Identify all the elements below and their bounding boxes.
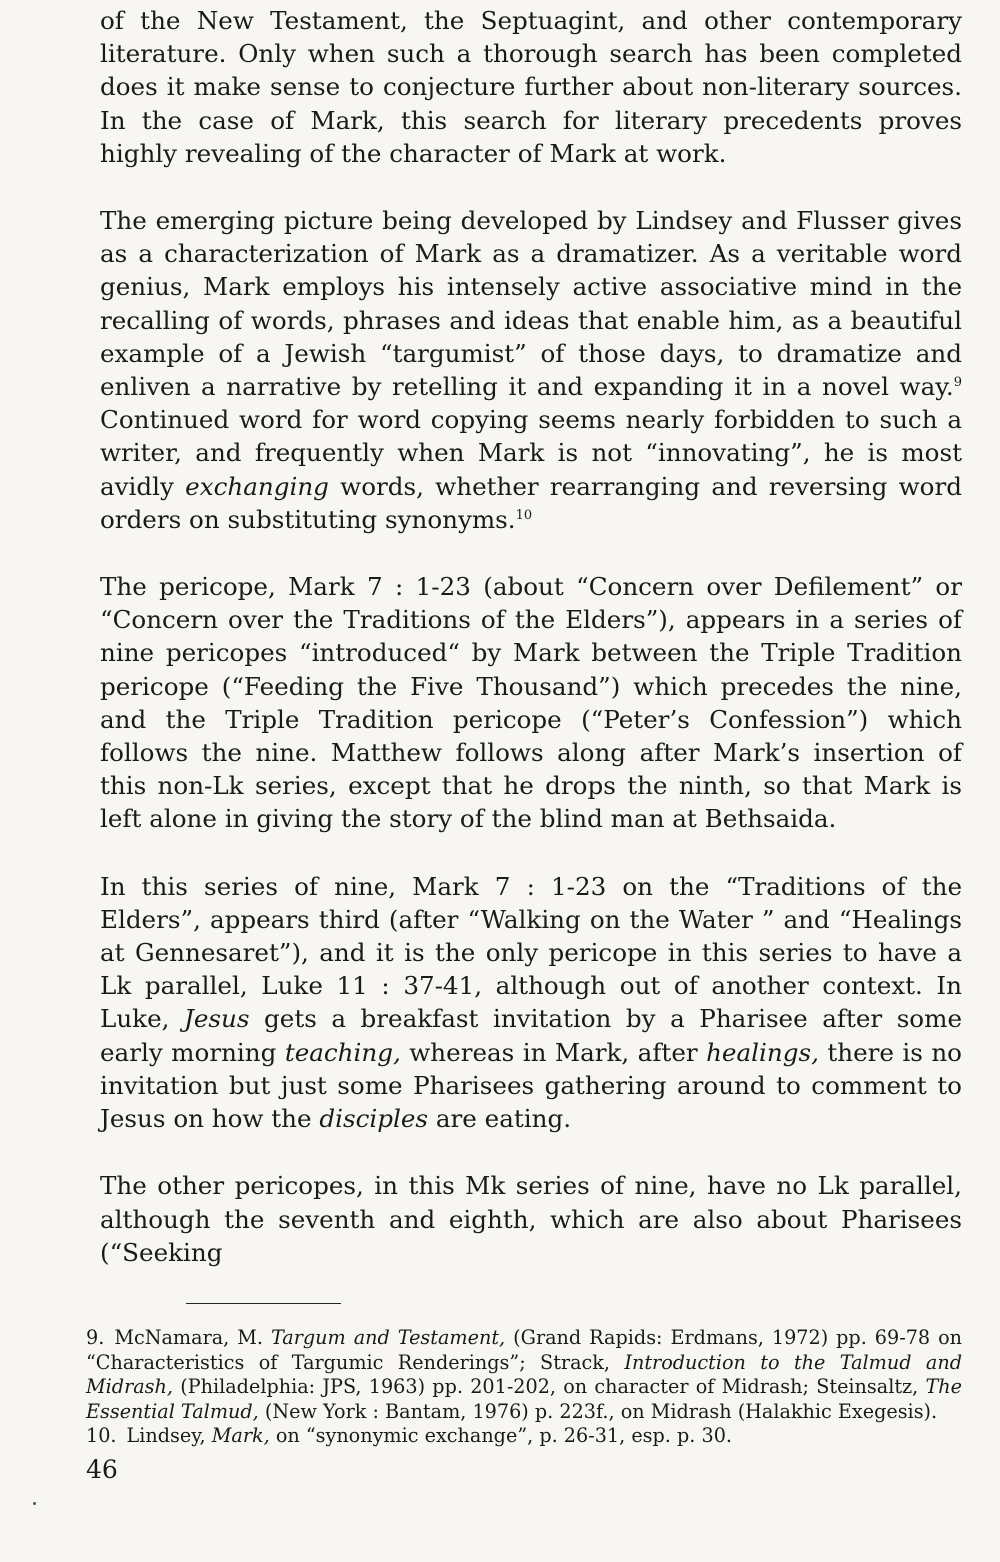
paragraph-4-text-d: there is no invitation but just some Pharisees gathering around to comment to Jesus on how the xyxy=(100,1037,962,1134)
paragraph-2-text-a: The emerging picture being developed by Lindsey and Flusser gives as a characterization of Mark as a dramatizer. As a veritable word genius, Mark employs his intensely active associative mind in the recalling of words, phrases and ideas that enable him, as a beautiful example of a Jewish “targumist” of those days, to dramatize and enliven a narrative by retelling it and expanding it in a novel way. xyxy=(100,206,962,402)
footnote-10-text-b: on “synonymic exchange”, p. 26-31, esp. p. 30. xyxy=(269,1424,732,1448)
footnote-9-text-c: (Philadelphia: JPS, 1963) pp. 201-202, on character of Midrash; Steinsaltz, xyxy=(172,1375,926,1399)
footnote-9-text-b: (Grand Rapids: Erdmans, 1972) pp. 69-78 on “Characteristics of Targumic Renderings”; Strack, xyxy=(86,1325,962,1374)
paragraph-2 xyxy=(100,204,962,536)
footnote-9 xyxy=(86,1326,962,1424)
paragraph-2-text-c: words, whether rearranging and reversing word orders on substituting synonyms. xyxy=(100,471,962,534)
footnotes xyxy=(86,1326,962,1449)
paragraph-4-italic-teaching: teaching, xyxy=(284,1037,401,1067)
paragraph-4 xyxy=(100,870,962,1136)
paragraph-2-italic-exchanging: exchanging xyxy=(185,471,329,501)
paragraph-2-text-b: Continued word for word copying seems nearly forbidden to such a writer, and frequently when Mark is not “innovating”, he is most avidly xyxy=(100,405,962,501)
paper-speck xyxy=(33,1502,36,1505)
page-number: 46 xyxy=(86,1455,118,1484)
paragraph-4-text-e: are eating. xyxy=(428,1104,572,1134)
paragraph-4-text-a: In this series of nine, Mark 7 : 1-23 on the “Traditions of the Elders”, appears third (after “Walking on the Water ” and “Healings at Gennesaret”), and it is the only pericope in this series to have a Lk parallel, Luke 11 : 37-41, although out of another context. In Luke, xyxy=(100,871,962,1034)
paragraph-5: The other pericopes, in this Mk series of nine, have no Lk parallel, although the seventh and eighth, which are also about Pharisees (“Seeking xyxy=(100,1171,962,1267)
footnote-divider xyxy=(186,1303,341,1304)
footnote-ref-9: 9 xyxy=(953,375,962,391)
footnote-9-italic-title-3: The Essential Talmud, xyxy=(86,1375,962,1423)
footnote-number: 10. xyxy=(86,1424,117,1448)
footnote-9-italic-title-1: Targum and Testament, xyxy=(270,1325,506,1349)
footnote-9-text-a: McNamara, M. xyxy=(114,1325,271,1349)
paragraph-4-italic-healings: healings, xyxy=(706,1037,819,1067)
footnote-10-italic-title: Mark, xyxy=(211,1424,270,1448)
paragraph-1: of the New Testament, the Septuagint, and other contemporary literature. Only when such a thorough search has been completed does it make sense to conjecture further about non-literary sources. In the case of Mark, this search for literary precedents proves highly revealing of the character of Mark at work. xyxy=(100,6,962,168)
paragraph-4-text-c: whereas in Mark, after xyxy=(400,1037,707,1067)
paragraph-3: The pericope, Mark 7 : 1-23 (about “Concern over Defilement” or “Concern over the Traditions of the Elders”), appears in a series of nine pericopes “introduced“ by Mark between the Triple Tradition pericope (“Feeding the Five Thousand”) which precedes the nine, and the Triple Tradition pericope (“Peter’s Confession”) which follows the nine. Matthew follows along after Mark’s insertion of this non-Lk series, except that he drops the ninth, so that Mark is left alone in giving the story of the blind man at Bethsaida. xyxy=(100,572,962,834)
footnote-ref-10: 10 xyxy=(515,507,533,523)
paragraph-4-text-b: gets a breakfast invitation by a Pharisee after some early morning xyxy=(100,1004,962,1067)
footnote-9-text-d: (New York : Bantam, 1976) p. 223f., on Midrash (Halakhic Exegesis). xyxy=(258,1399,938,1423)
paragraph-4-italic-jesus: Jesus xyxy=(183,1004,250,1034)
paragraph-4-italic-disciples: disciples xyxy=(319,1104,429,1134)
footnote-10-text-a: Lindsey, xyxy=(126,1424,212,1448)
footnote-number: 9. xyxy=(86,1325,105,1349)
footnote-10 xyxy=(86,1424,962,1449)
footnote-9-italic-title-2: Introduction to the Talmud and Midrash, xyxy=(86,1350,962,1399)
